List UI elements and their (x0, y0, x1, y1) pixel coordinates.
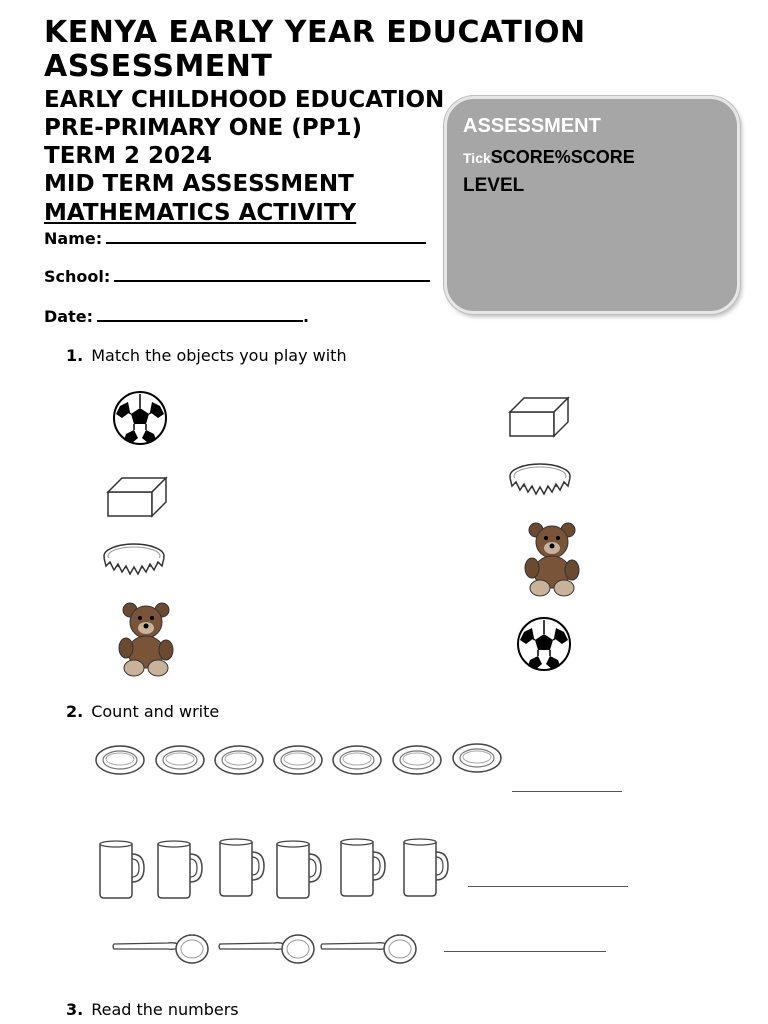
school-field[interactable] (44, 266, 430, 286)
spoons-answer-line[interactable] (444, 951, 606, 952)
question-2 (66, 702, 219, 721)
score-row (463, 147, 635, 168)
document-title: KENYA EARLY YEAR EDUCATION ASSESSMENT (44, 15, 586, 84)
subject-title: MATHEMATICS ACTIVITY (44, 200, 357, 226)
mug-icon (339, 836, 389, 898)
question-1 (66, 346, 347, 365)
date-label: Date: (44, 307, 93, 326)
question-3 (66, 1000, 239, 1019)
subtitle-term: TERM 2 2024 (44, 143, 213, 169)
spoon-icon (218, 934, 316, 968)
assessment-score-box (444, 96, 740, 314)
spoon-icon (320, 934, 418, 968)
school-label: School: (44, 267, 111, 286)
subtitle-class: PRE-PRIMARY ONE (PP1) (44, 115, 363, 141)
mug-icon (98, 838, 148, 900)
plate-icon (95, 743, 147, 777)
question-3-text: Read the numbers (91, 1000, 239, 1019)
soccer-ball-icon[interactable] (516, 616, 574, 674)
mug-icon (156, 838, 206, 900)
percent-score-label: %SCORE (554, 147, 635, 167)
box-icon[interactable] (508, 394, 572, 440)
plate-icon (332, 743, 384, 777)
name-blank[interactable] (106, 228, 426, 244)
date-field[interactable] (44, 306, 309, 326)
plate-icon (214, 743, 266, 777)
plates-answer-line[interactable] (512, 791, 622, 792)
mugs-answer-line[interactable] (468, 886, 628, 887)
tick-label: Tick (463, 150, 491, 166)
question-2-number: 2. (66, 702, 84, 721)
subtitle-assessment: MID TERM ASSESSMENT (44, 171, 354, 197)
question-1-number: 1. (66, 346, 84, 365)
date-period: . (302, 307, 310, 326)
plate-icon (273, 743, 325, 777)
score-label: SCORE (490, 147, 555, 167)
mug-icon (402, 836, 452, 898)
school-blank[interactable] (114, 266, 430, 282)
plate-icon (392, 743, 444, 777)
mug-icon (275, 838, 325, 900)
bottle-cap-icon[interactable] (102, 540, 166, 582)
plate-icon (155, 743, 207, 777)
question-3-number: 3. (66, 1000, 84, 1019)
question-1-text: Match the objects you play with (91, 346, 347, 365)
name-label: Name: (44, 229, 103, 248)
box-icon[interactable] (106, 474, 170, 520)
mug-icon (218, 836, 268, 898)
date-blank[interactable] (97, 306, 303, 322)
teddy-bear-icon[interactable] (522, 520, 584, 600)
subtitle-ece: EARLY CHILDHOOD EDUCATION (44, 87, 445, 113)
name-field[interactable] (44, 228, 426, 248)
plate-icon (452, 741, 504, 775)
question-2-text: Count and write (91, 702, 220, 721)
spoon-icon (112, 934, 210, 968)
teddy-bear-icon[interactable] (116, 600, 178, 680)
level-label: LEVEL (463, 175, 525, 196)
score-box-heading: ASSESSMENT (463, 115, 601, 137)
soccer-ball-icon[interactable] (112, 390, 170, 448)
bottle-cap-icon[interactable] (508, 460, 572, 502)
